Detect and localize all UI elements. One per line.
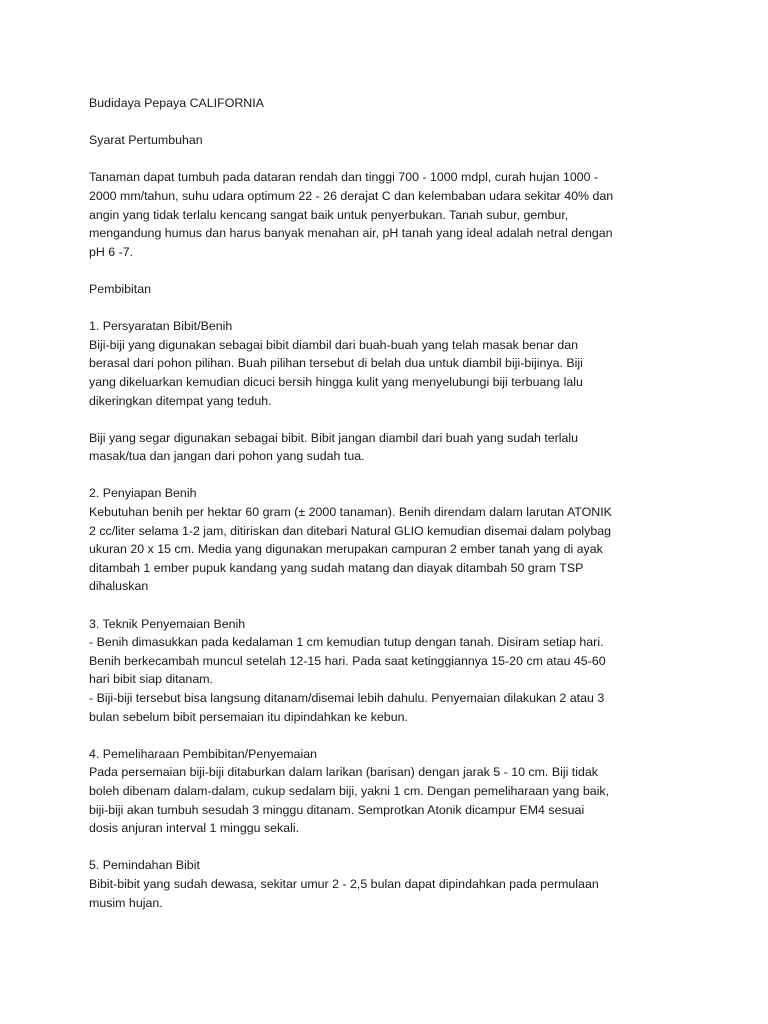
paragraph-line: angin yang tidak terlalu kencang sangat baik untuk penyerbukan. Tanah subur, gembur, bbox=[89, 207, 569, 222]
paragraph-line: Bibit-bibit yang sudah dewasa, sekitar umur 2 - 2,5 bulan dapat dipindahkan pada permulaan bbox=[89, 876, 599, 891]
paragraph-line: Kebutuhan benih per hektar 60 gram (± 2000 tanaman). Benih direndam dalam larutan ATONIK bbox=[89, 505, 612, 520]
paragraph bbox=[89, 429, 689, 466]
spacer bbox=[89, 466, 689, 485]
paragraph-line: 2 cc/liter selama 1-2 jam, ditiriskan dan ditebari Natural GLIO kemudian disemai dalam polybag bbox=[89, 523, 612, 538]
spacer bbox=[89, 261, 689, 280]
section-heading: 3. Teknik Penyemaian Benih bbox=[89, 616, 246, 631]
paragraph-line: - Biji-biji tersebut bisa langsung ditanam/disemai lebih dahulu. Penyemaian dilakukan 2 atau 3 bbox=[89, 691, 605, 705]
spacer bbox=[89, 299, 689, 318]
spacer bbox=[89, 410, 689, 429]
paragraph-line: dikeringkan ditempat yang teduh. bbox=[89, 393, 272, 408]
paragraph-line: ukuran 20 x 15 cm. Media yang digunakan merupakan campuran 2 ember tanah yang di ayak bbox=[89, 542, 603, 557]
spacer bbox=[89, 726, 689, 745]
paragraph-line: yang dikeluarkan kemudian dicuci bersih hingga kulit yang menyelubungi biji terbuang lalu bbox=[89, 374, 583, 389]
paragraph bbox=[89, 503, 689, 596]
spacer bbox=[89, 912, 689, 931]
paragraph-line: Biji yang segar digunakan sebagai bibit. Bibit jangan diambil dari buah yang sudah terlalu bbox=[89, 430, 579, 445]
paragraph-line: Biji-biji yang digunakan sebagai bibit diambil dari buah-buah yang telah masak benar dan bbox=[89, 337, 579, 352]
section-heading: 1. Persyaratan Bibit/Benih bbox=[89, 319, 233, 334]
paragraph-line: Benih berkecambah muncul setelah 12-15 hari. Pada saat ketinggiannya 15-20 cm atau 45-60 bbox=[89, 653, 606, 668]
paragraph-line: - Benih dimasukkan pada kedalaman 1 cm kemudian tutup dengan tanah. Disiram setiap hari. bbox=[89, 635, 604, 650]
paragraph-line: ditambah 1 ember pupuk kandang yang sudah matang dan diayak ditambah 50 gram TSP bbox=[89, 560, 584, 575]
paragraph-line: berasal dari pohon pilihan. Buah pilihan tersebut di belah dua untuk diambil biji-bijinya. Biji bbox=[89, 356, 583, 371]
paragraph-line: masak/tua dan jangan dari pohon yang sudah tua. bbox=[89, 449, 365, 464]
paragraph-line: musim hujan. bbox=[89, 895, 163, 910]
spacer bbox=[89, 596, 689, 615]
paragraph bbox=[89, 763, 689, 837]
paragraph bbox=[89, 875, 689, 912]
spacer bbox=[89, 150, 689, 169]
paragraph-line: mengandung humus dan harus banyak menahan air, pH tanah yang ideal adalah netral dengan bbox=[89, 226, 613, 241]
paragraph-line: bulan sebelum bibit persemaian itu dipindahkan ke kebun. bbox=[89, 709, 408, 724]
section-heading: Pembibitan bbox=[89, 281, 151, 296]
spacer bbox=[89, 113, 689, 132]
section-heading: 5. Pemindahan Bibit bbox=[89, 858, 200, 873]
section-heading: 4. Pemeliharaan Pembibitan/Penyemaian bbox=[89, 746, 317, 761]
paragraph-line: Tanaman dapat tumbuh pada dataran rendah dan tinggi 700 - 1000 mdpl, curah hujan 1000 - bbox=[89, 170, 599, 185]
document-page bbox=[89, 94, 689, 931]
document-title: Budidaya Pepaya CALIFORNIA bbox=[89, 96, 264, 110]
paragraph bbox=[89, 633, 689, 726]
paragraph-line: dosis anjuran interval 1 minggu sekali. bbox=[89, 821, 300, 836]
spacer bbox=[89, 838, 689, 857]
paragraph bbox=[89, 336, 689, 410]
section-heading: Syarat Pertumbuhan bbox=[89, 133, 203, 148]
paragraph-line: dihaluskan bbox=[89, 579, 149, 594]
paragraph-line: 2000 mm/tahun, suhu udara optimum 22 - 26 derajat C dan kelembaban udara sekitar 40% dan bbox=[89, 188, 614, 203]
paragraph-line: biji-biji akan tumbuh sesudah 3 minggu ditanam. Semprotkan Atonik dicampur EM4 sesuai bbox=[89, 802, 585, 817]
paragraph-line: boleh dibenam dalam-dalam, cukup sedalam biji, yakni 1 cm. Dengan pemeliharaan yang baik, bbox=[89, 783, 610, 798]
paragraph bbox=[89, 168, 689, 261]
document-body bbox=[89, 131, 689, 931]
paragraph-line: pH 6 -7. bbox=[89, 244, 134, 259]
paragraph-line: hari bibit siap ditanam. bbox=[89, 672, 213, 687]
section-heading: 2. Penyiapan Benih bbox=[89, 486, 197, 501]
paragraph-line: Pada persemaian biji-biji ditaburkan dalam larikan (barisan) dengan jarak 5 - 10 cm. Biji tidak bbox=[89, 765, 598, 780]
